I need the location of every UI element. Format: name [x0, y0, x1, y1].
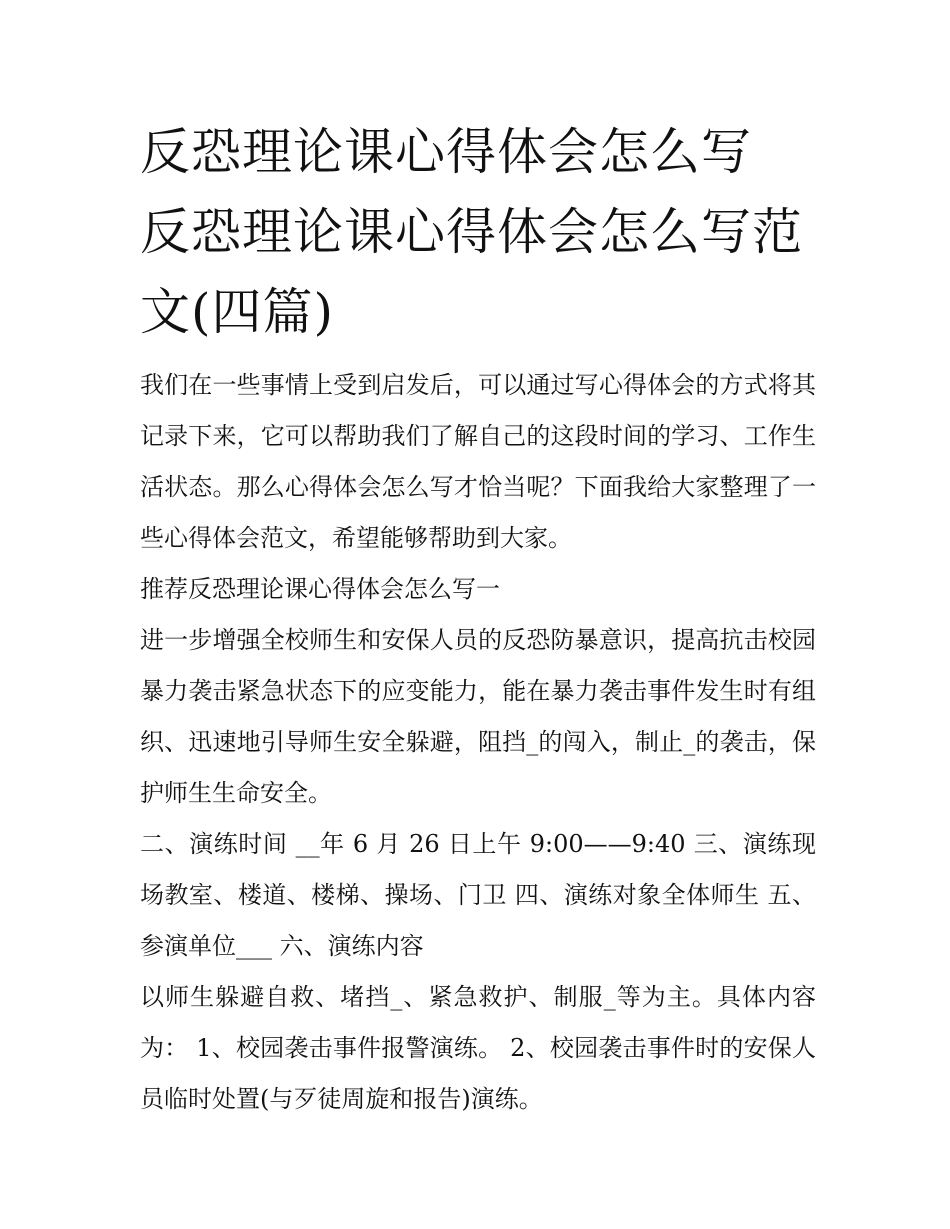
drill-content-paragraph: 以师生躲避自救、堵挡_、紧急救护、制服_等为主。具体内容为： 1、校园袭击事件报警演练。 2、校园袭击事件时的安保人员临时处置(与歹徒周旋和报告)演练。 [140, 983, 816, 1113]
document-title: 反恐理论课心得体会怎么写 反恐理论课心得体会怎么写范文(四篇) [140, 123, 803, 341]
purpose-paragraph: 进一步增强全校师生和安保人员的反恐防暴意识，提高抗击校园暴力袭击紧急状态下的应变能力，能在暴力袭击事件发生时有组织、迅速地引导师生安全躲避，阻挡_的闯入，制止_的袭击，保护师生生命安全。 [140, 626, 816, 807]
document-body [140, 360, 816, 1125]
document-page [140, 112, 816, 1125]
intro-paragraph: 我们在一些事情上受到启发后，可以通过写心得体会的方式将其记录下来，它可以帮助我们了解自己的这段时间的学习、工作生活状态。那么心得体会怎么写才恰当呢？下面我给大家整理了一些心得体会范文，希望能够帮助到大家。 [140, 371, 816, 552]
drill-info-paragraph: 二、演练时间 __年 6 月 26 日上午 9:00——9:40 三、演练现场教室、楼道、楼梯、操场、门卫 四、演练对象全体师生 五、参演单位___ 六、演练内容 [140, 830, 816, 960]
section-heading: 推荐反恐理论课心得体会怎么写一 [140, 575, 500, 603]
